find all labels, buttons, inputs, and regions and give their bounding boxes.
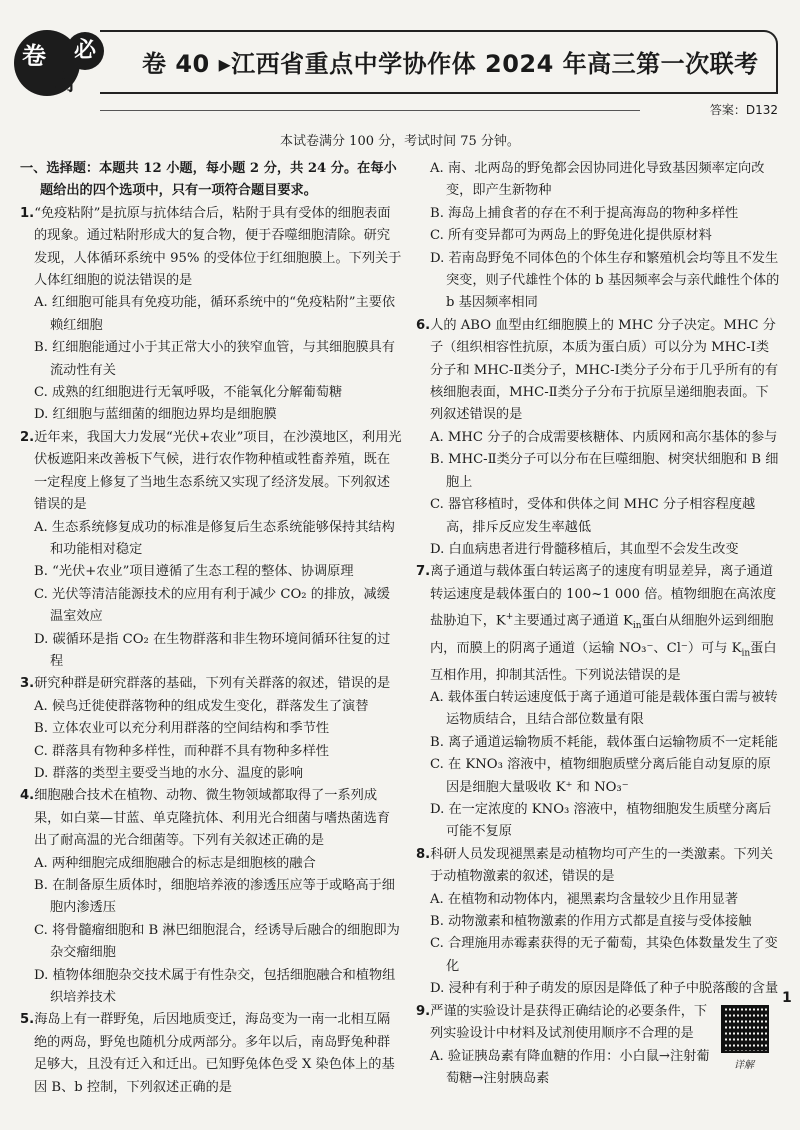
left-column — [20, 158, 402, 1099]
option-c: C. 器官移植时，受体和供体之间 MHC 分子相容程度越高，排斥反应发生率越低 — [430, 497, 756, 535]
question-number: 2. — [20, 429, 35, 445]
option-c: C. 群落具有物种多样性，而种群不具有物种多样性 — [34, 743, 329, 759]
option-c: C. 所有变异都可为两岛上的野兔进化提供原材料 — [430, 228, 712, 244]
option-d: D. 红细胞与蓝细菌的细胞边界均是细胞膜 — [34, 407, 277, 423]
question-number: 3. — [20, 676, 35, 692]
option-a: A. 验证胰岛素有降血糖的作用：小白鼠→注射葡萄糖→注射胰岛素 — [430, 1048, 710, 1086]
question-text: 蛋白从细胞外运到细胞内，而膜上的阴离子通道（运输 NO₃⁻、Cl⁻）可与 K — [430, 613, 774, 656]
question-text: 离子通道与载体蛋白转运离子的速度有明显差异，离子通道转运速度是载体蛋白的 100~1 000 倍。植物细胞在高浓度盐胁迫下，K — [430, 564, 777, 629]
option-a: A. 两种细胞完成细胞融合的标志是细胞核的融合 — [34, 855, 316, 871]
superscript: + — [505, 612, 514, 623]
option-d: D. 群落的类型主要受当地的水分、温度的影响 — [34, 765, 304, 781]
header — [0, 0, 800, 117]
option-c: C. 在 KNO₃ 溶液中，植物细胞质壁分离后能自动复原的原因是细胞大量吸收 K⁺ 和 NO₃⁻ — [430, 757, 771, 795]
question-number: 6. — [416, 317, 431, 333]
option-c: C. 光伏等清洁能源技术的应用有利于减少 CO₂ 的排放，减缓温室效应 — [34, 586, 390, 625]
divider — [100, 110, 640, 111]
question-text: 蛋白互相作用，抑制其活性。下列说法错误的是 — [430, 640, 777, 683]
question-7-stem — [416, 561, 780, 687]
right-column — [416, 158, 780, 1090]
page-number: 1 — [782, 990, 792, 1006]
question-text: 主要通过离子通道 K — [513, 613, 633, 629]
option-d: D. 植物体细胞杂交技术属于有性杂交，包括细胞融合和植物组织培养技术 — [34, 967, 396, 1006]
option-a: A. 南、北两岛的野兔都会因协同进化导致基因频率定向改变，即产生新物种 — [430, 161, 765, 199]
question-6-stem — [416, 315, 780, 427]
question-text: 严谨的实验设计是获得正确结论的必要条件，下列实验设计中材料及试剂使用顺序不合理的是 — [430, 1003, 708, 1042]
option-b: B. 离子通道运输物质不耗能，载体蛋白运输物质不一定耗能 — [430, 734, 778, 750]
question-5-stem — [20, 1009, 402, 1099]
question-4-stem — [20, 785, 402, 852]
option-d: D. 白血病患者进行骨髓移植后，其血型不会发生改变 — [430, 541, 739, 557]
option-b: B. MHC-Ⅱ类分子可以分布在巨噬细胞、树突状细胞和 B 细胞上 — [430, 452, 779, 490]
question-number: 8. — [416, 846, 431, 862]
question-9-block — [416, 1001, 780, 1091]
option-c: C. 合理施用赤霉素获得的无子葡萄，其染色体数量发生了变化 — [430, 936, 778, 974]
question-text: 近年来，我国大力发展“光伏+农业”项目，在沙漠地区，利用光伏板遮阳来改善板下气候，进行农作物种植或牲畜养殖，既在一定程度上修复了当地生态系统又实现了经济发展。下列叙述错误的是 — [34, 429, 402, 513]
question-number: 5. — [20, 1012, 35, 1028]
option-a: A. 候鸟迁徙使群落物种的组成发生变化，群落发生了演替 — [34, 698, 369, 714]
option-c: C. 成熟的红细胞进行无氧呼吸，不能氧化分解葡萄糖 — [34, 385, 343, 401]
option-a: A. 红细胞可能具有免疫功能，循环系统中的“免疫粘附”主要依赖红细胞 — [34, 295, 396, 333]
option-d: D. 浸种有利于种子萌发的原因是降低了种子中脱落酸的含量 — [430, 981, 779, 997]
question-text: 海岛上有一群野兔，后因地质变迁，海岛变为一南一北相互隔绝的两岛，野兔也随机分成两部分。多年以后，南岛野兔种群足够大，且没有迁入和迁出。已知野兔体色受 X 染色体上的基因 B、b 控制，下列叙述正确的是 — [34, 1012, 395, 1095]
question-number: 9. — [416, 1003, 431, 1019]
question-number: 4. — [20, 788, 35, 804]
option-d: D. 在一定浓度的 KNO₃ 溶液中，植物细胞发生质壁分离后可能不复原 — [430, 802, 772, 840]
option-a: A. MHC 分子的合成需要核糖体、内质网和高尔基体的参与 — [430, 429, 778, 445]
question-1-stem — [20, 203, 402, 293]
subscript: in — [741, 648, 751, 659]
logo-badge: 必 — [66, 32, 104, 70]
logo-char-bottom: 刷 — [52, 71, 75, 96]
qr-label: 详解 — [734, 1059, 754, 1071]
option-b: B. 红细胞能通过小于其正常大小的狭窄血管，与其细胞膜具有流动性有关 — [34, 340, 395, 378]
option-b: B. 海岛上捕食者的存在不利于提高海岛的物种多样性 — [430, 205, 739, 221]
question-text: “免疫粘附”是抗原与抗体结合后，粘附于具有受体的细胞表面的现象。通过粘附形成大的复合物，便于吞噬细胞清除。研究发现，人体循环系统中 95% 的受体位于红细胞膜上。下列关于人体红细胞的说法错误的是 — [34, 205, 402, 289]
option-c: C. 将骨髓瘤细胞和 B 淋巴细胞混合，经诱导后融合的细胞即为杂交瘤细胞 — [34, 922, 400, 961]
option-b: B. 立体农业可以充分利用群落的空间结构和季节性 — [34, 721, 330, 737]
option-d: D. 若南岛野兔不同体色的个体生存和繁殖机会均等且不发生突变，则子代雄性个体的 b 基因频率会与亲代雌性个体的 b 基因频率相同 — [430, 250, 780, 311]
question-8-stem — [416, 844, 780, 889]
question-number: 1. — [20, 205, 35, 221]
question-number: 7. — [416, 564, 431, 580]
answer-code: 答案：D132 — [709, 103, 778, 117]
question-text: 细胞融合技术在植物、动物、微生物领域都取得了一系列成果，如白菜—甘蓝、单克隆抗体、利用光合细菌与嗜热菌选育出了耐高温的光合细菌等。下列有关叙述正确的是 — [34, 788, 391, 849]
exam-note: 本试卷满分 100 分，考试时间 75 分钟。 — [280, 134, 520, 149]
option-a: A. 生态系统修复成功的标准是修复后生态系统能够保持其结构和功能相对稳定 — [34, 519, 395, 557]
option-d: D. 碳循环是指 CO₂ 在生物群落和非生物环境间循环往复的过程 — [34, 631, 391, 669]
brand-logo — [14, 30, 96, 98]
question-text: 研究种群是研究群落的基础，下列有关群落的叙述，错误的是 — [34, 676, 391, 692]
section-heading: 一、选择题：本题共 12 小题，每小题 2 分，共 24 分。在每小题给出的四个选项中，只有一项符合题目要求。 — [20, 161, 397, 199]
question-3-stem — [20, 673, 402, 695]
option-a: A. 载体蛋白转运速度低于离子通道可能是载体蛋白需与被转运物质结合，且结合部位数量有限 — [430, 690, 778, 728]
subscript: in — [632, 621, 642, 632]
question-text: 科研人员发现褪黑素是动植物均可产生的一类激素。下列关于动植物激素的叙述，错误的是 — [430, 846, 774, 885]
page-title: 卷 40 ▸江西省重点中学协作体 2024 年高三第一次联考 — [142, 50, 759, 78]
qr-code-icon[interactable] — [721, 1005, 769, 1053]
option-b: B. 在制备原生质体时，细胞培养液的渗透压应等于或略高于细胞内渗透压 — [34, 878, 395, 916]
option-b: B. “光伏+农业”项目遵循了生态工程的整体、协调原理 — [34, 564, 354, 580]
option-b: B. 动物激素和植物激素的作用方式都是直接与受体接触 — [430, 914, 752, 930]
question-2-stem — [20, 427, 402, 517]
question-text: 人的 ABO 血型由红细胞膜上的 MHC 分子决定。MHC 分子（组织相容性抗原，本质为蛋白质）可以分为 MHC-Ⅰ类分子和 MHC-Ⅱ类分子，MHC-Ⅰ类分子分布于几乎所有的有核细胞表面，MHC-Ⅱ类分子分布于抗原呈递细胞表面。下列叙述错误的是 — [430, 317, 779, 423]
logo-char-left: 卷 — [22, 42, 46, 70]
option-a: A. 在植物和动物体内，褪黑素均含量较少且作用显著 — [430, 891, 739, 907]
